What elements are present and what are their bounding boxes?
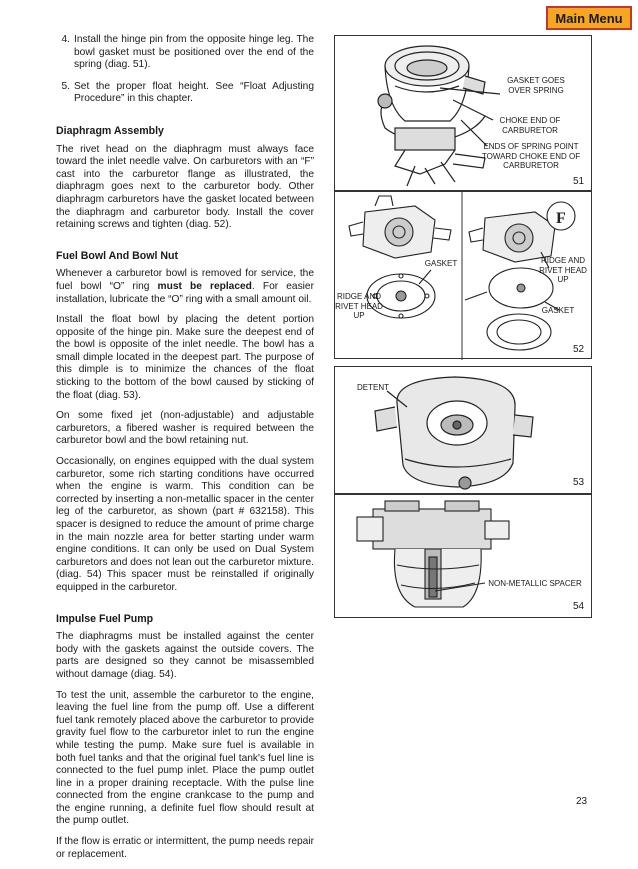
figure-number-52: 52 <box>573 344 585 355</box>
fuel-bowl-paragraph-2: Install the float bowl by placing the detent portion opposite of the hinge pin. Make sure the deepest end of the bowl is opposite of the inlet needle. The bowl has a small dimple located in the deepest part. The purpose of this dimple is to minimize the chances of the float sticking to the bottom of the bowl caused by sticking of the float (diag. 53). <box>56 314 314 401</box>
text-column <box>56 34 314 869</box>
step-5 <box>56 81 314 106</box>
impulse-paragraph-3: If the flow is erratic or intermittent, the pump needs repair or replacement. <box>56 836 314 860</box>
non-metallic-spacer-label: NON-METALLIC SPACER <box>488 579 582 588</box>
diagram-52 <box>334 191 592 359</box>
diaphragm-paragraph: The rivet head on the diaphragm must always face toward the inlet needle valve. On carburetors with an “F” cast into the carburetor flange as illustrated, the diaphragm goes next to the carburetor body. Other diaphragm carburetors have the gasket located between the diaphragm and carburetor body. Install the cover retaining screws and tighten (diag. 52). <box>56 143 314 231</box>
figure-number-54: 54 <box>573 601 585 612</box>
step-4 <box>56 34 314 72</box>
diagram-51 <box>334 35 592 191</box>
must-be-replaced-emphasis: must be replaced <box>157 280 252 292</box>
carburetor-cutaway-illustration <box>335 495 593 619</box>
diaphragm-heading: Diaphragm Assembly <box>56 124 164 137</box>
ridge-rivet-right-label: RIDGE AND RIVET HEAD UP <box>539 256 587 284</box>
fuel-bowl-paragraph-1: Whenever a carburetor bowl is removed for service, the fuel bowl “O” ring must be replaced. For easier installation, lubricate the “O” ring with a small amount oil. <box>56 268 314 305</box>
ridge-rivet-left-label: RIDGE AND RIVET HEAD UP <box>335 292 383 320</box>
gasket-left-label: GASKET <box>424 259 458 268</box>
choke-end-label: CHOKE END OF CARBURETOR <box>499 116 561 135</box>
page-number: 23 <box>576 796 588 807</box>
diagram-54 <box>334 494 592 618</box>
impulse-paragraph-2: To test the unit, assemble the carburetor to the engine, leaving the fuel line from the pump off. Use a different fuel tank remotely placed above the carburetor to provide gravity fuel flow to the carburetor inlet to run the engine while testing the pump. Make sure fuel is available in both fuel tanks and that the original fuel tank's fuel line is connected to the fuel pump inlet. Place the pump outlet line in a proper draining receptacle. With the pulse line connected from the engine crankcase to the pump and the engine running, a definite fuel flow should result at the pump outlet. <box>56 689 314 827</box>
fuel-bowl-paragraph-4: Occasionally, on engines equipped with the dual system carburetor, some rich starting conditions have occurred when the engine is warm. This condition can be corrected by inserting a non-metallic spacer in the center leg of the carburetor, as shown (part # 632158). This spacer is designed to reduce the amount of prime charge in the main nozzle area for better starting under warm engine conditions. It can only be used on Dual System carburetors and does not lean out the carburetor mixture. (diag. 54) This spacer must be reinstalled if originally equipped in the carburetor. <box>56 456 314 593</box>
flange-f-marking: F <box>556 210 566 227</box>
gasket-right-label: GASKET <box>541 306 575 315</box>
step-text: Install the hinge pin from the opposite hinge leg. The bowl gasket must be positioned over the end of the spring (diag. 51). <box>74 34 314 71</box>
impulse-pump-heading: Impulse Fuel Pump <box>56 612 154 625</box>
main-menu-button[interactable]: Main Menu <box>546 6 632 30</box>
detent-label: DETENT <box>357 383 389 392</box>
spring-ends-label: ENDS OF SPRING POINT TOWARD CHOKE END OF CARBURETOR <box>481 142 581 170</box>
fuel-bowl-heading: Fuel Bowl And Bowl Nut <box>56 249 179 262</box>
fuel-bowl-paragraph-3: On some fixed jet (non-adjustable) and adjustable carburetors, a fibered washer is required between the carburetor bowl and the bowl retaining nut. <box>56 410 314 447</box>
figure-number-51: 51 <box>573 176 585 187</box>
diagram-53 <box>334 366 592 494</box>
impulse-paragraph-1: The diaphragms must be installed against the center body with the gaskets against the outside covers. The parts are designed so they cannot be misassembled without damage (diag. 54). <box>56 631 314 680</box>
step-number: 5. <box>61 80 70 92</box>
step-number: 4. <box>61 34 70 45</box>
gasket-over-spring-label: GASKET GOES OVER SPRING <box>507 76 565 95</box>
figure-number-53: 53 <box>573 477 585 488</box>
step-text: Set the proper float height. See “Float Adjusting Procedure” in this chapter. <box>74 80 314 105</box>
